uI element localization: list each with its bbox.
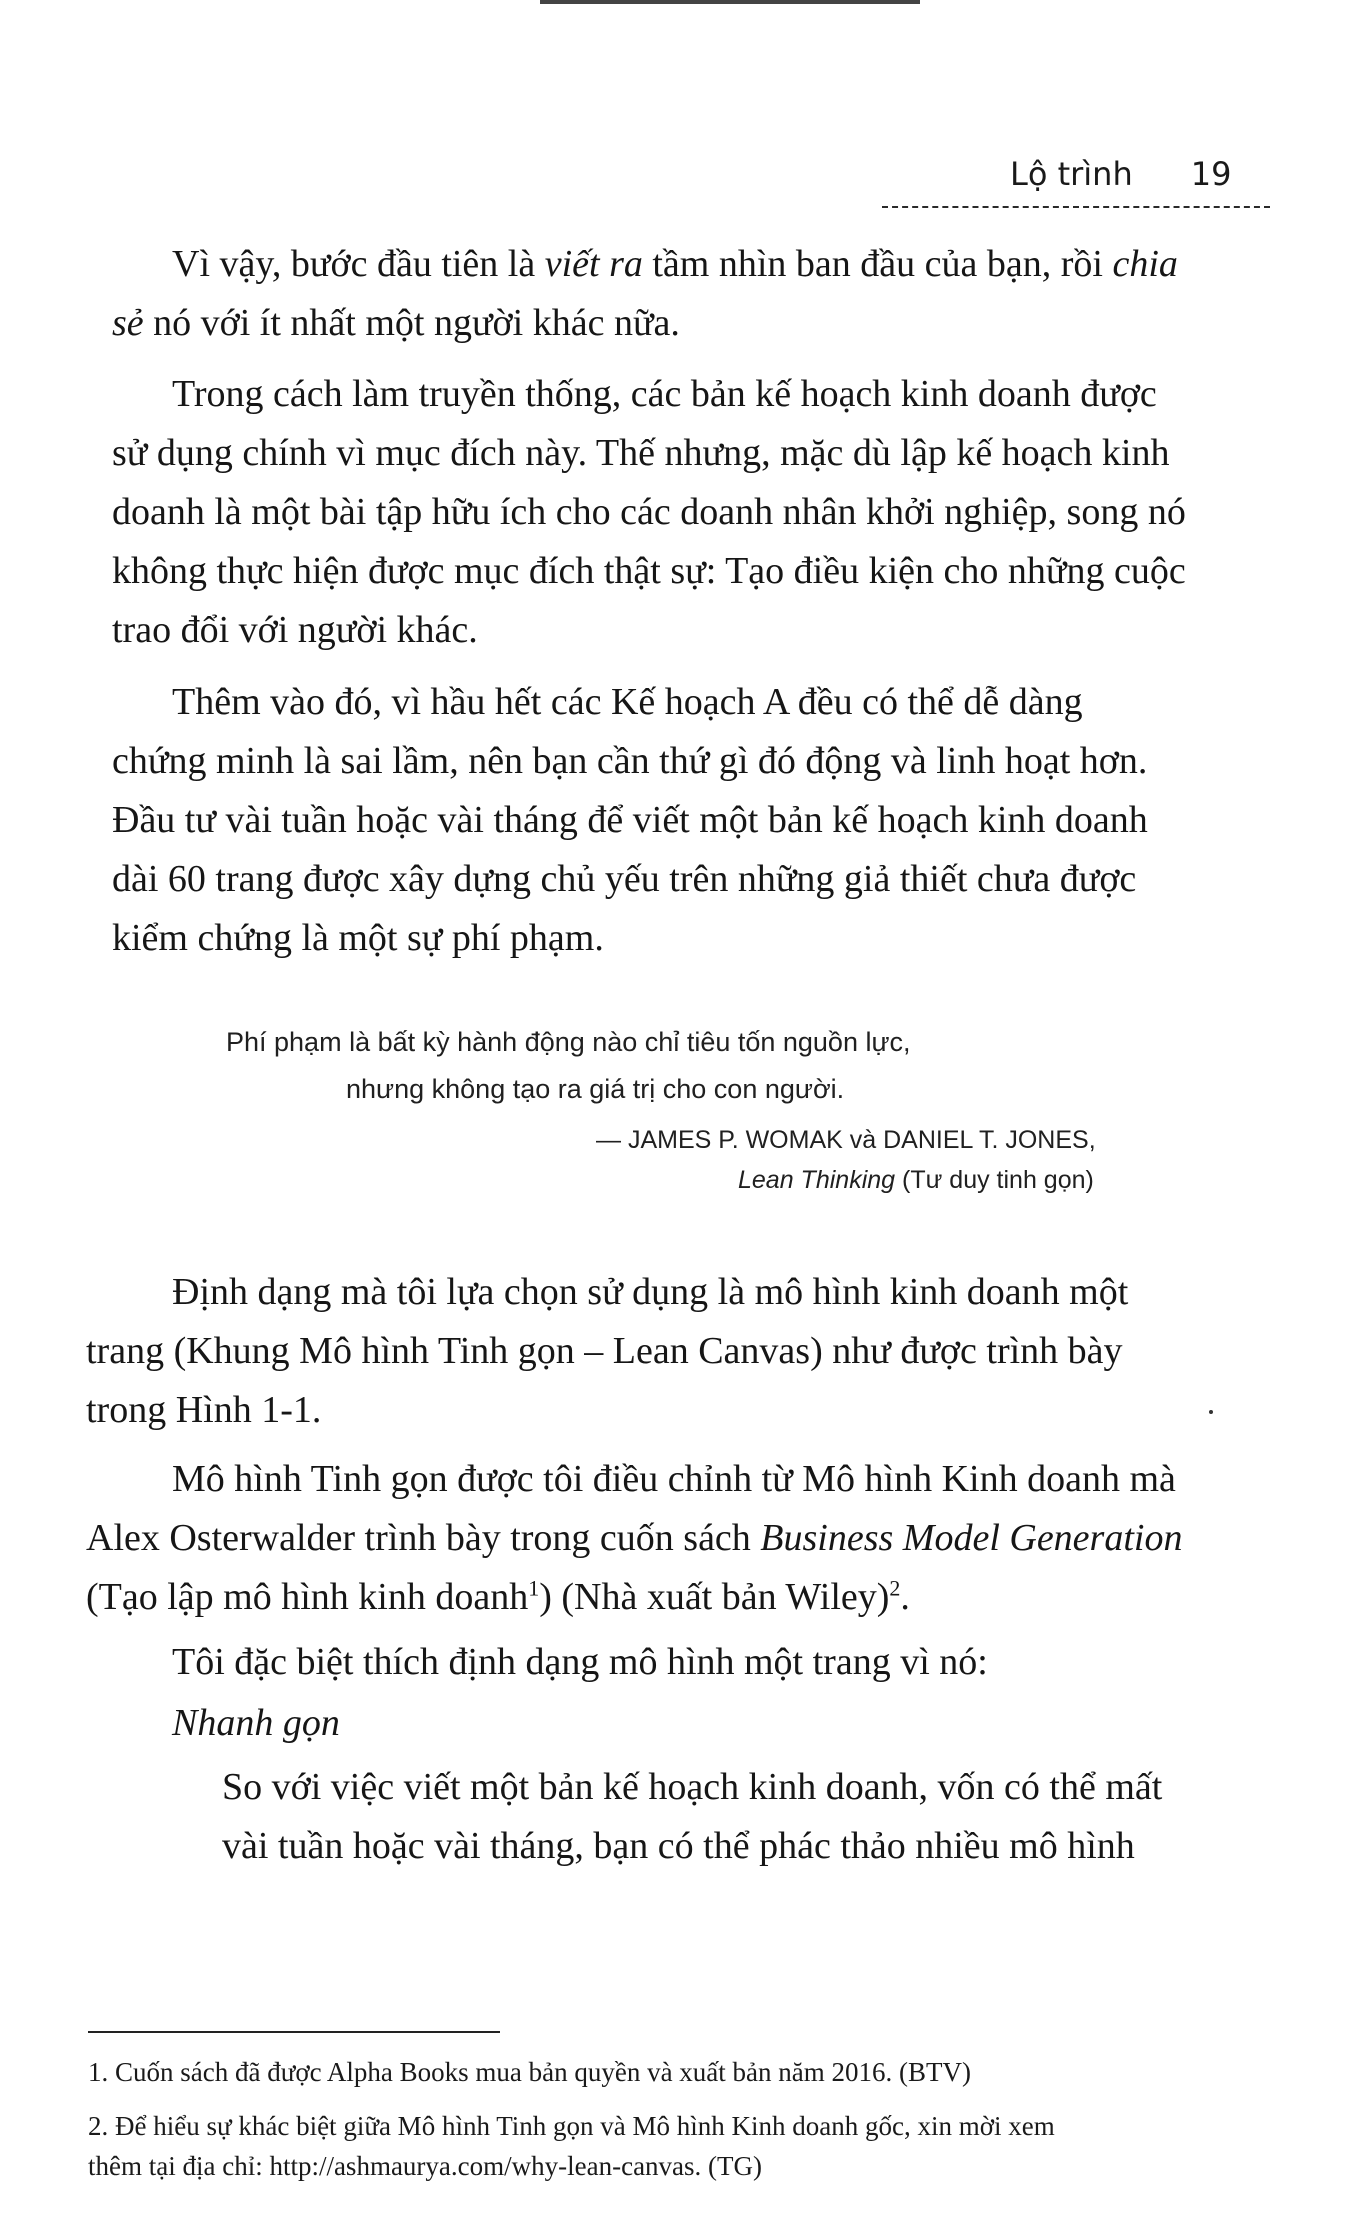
p1-emphasis-viet-ra: viết ra (544, 243, 643, 285)
quote-book-title: Lean Thinking (738, 1166, 896, 1194)
paragraph-3 (112, 673, 1212, 968)
p2-line: sử dụng chính vì mục đích này. Thế nhưng, mặc dù lập kế hoạch kinh (112, 432, 1170, 474)
p3-line: kiểm chứng là một sự phí phạm. (112, 917, 604, 959)
p1-text-b: tầm nhìn ban đầu của bạn, rồi (642, 243, 1113, 285)
p1-text-a: Vì vậy, bước đầu tiên là (172, 243, 545, 285)
running-header (1010, 155, 1231, 193)
p1-emphasis-chia: chia (1112, 243, 1178, 285)
p7-line: vài tuần hoặc vài tháng, bạn có thể phác thảo nhiều mô hình (222, 1825, 1135, 1867)
paragraph-2 (112, 365, 1212, 660)
p4-line: trong Hình 1-1. (86, 1389, 322, 1431)
footnote-ref-1[interactable]: 1 (528, 1575, 540, 1601)
subheading-text: Nhanh gọn (172, 1702, 340, 1744)
paragraph-4 (86, 1263, 1216, 1440)
page-number: 19 (1190, 155, 1232, 193)
quote-book-translation: (Tư duy tinh gọn) (895, 1166, 1094, 1194)
quote-source (738, 1158, 1094, 1202)
p5-line-3 (86, 1568, 1216, 1627)
footnote-2-continued: thêm tại địa chỉ: http://ashmaurya.com/why-lean-canvas. (TG) (88, 2151, 763, 2181)
p2-line: không thực hiện được mục đích thật sự: Tạo điều kiện cho những cuộc (112, 550, 1186, 592)
p1-text-c: nó với ít nhất một người khác nữa. (143, 302, 680, 344)
section-title: Lộ trình (1010, 155, 1133, 193)
p1-emphasis-se: sẻ (112, 302, 144, 344)
p2-line: doanh là một bài tập hữu ích cho các doanh nhân khởi nghiệp, song nó (112, 491, 1186, 533)
footnote-2: 2. Để hiểu sự khác biệt giữa Mô hình Tinh gọn và Mô hình Kinh doanh gốc, xin mời xem (88, 2111, 1055, 2141)
paragraph-7 (222, 1758, 1222, 1876)
footnote-ref-2[interactable]: 2 (889, 1575, 901, 1601)
p5-text-b: (Tạo lập mô hình kinh doanh (86, 1576, 529, 1618)
p5-book-title: Business Model Generation (760, 1517, 1183, 1559)
header-dashed-rule (882, 206, 1270, 208)
quote-attribution: — JAMES P. WOMAK và DANIEL T. JONES, (596, 1126, 1096, 1154)
p4-line: trang (Khung Mô hình Tinh gọn – Lean Canvas) như được trình bày (86, 1330, 1123, 1372)
footnote-1: 1. Cuốn sách đã được Alpha Books mua bản quyền và xuất bản năm 2016. (BTV) (88, 2057, 971, 2087)
stray-mark (1209, 1410, 1213, 1414)
subheading (172, 1694, 1208, 1753)
p2-line: Trong cách làm truyền thống, các bản kế hoạch kinh doanh được (172, 373, 1157, 415)
footnote-separator (88, 2031, 500, 2033)
top-edge-rule (540, 0, 920, 4)
p4-line: Định dạng mà tôi lựa chọn sử dụng là mô hình kinh doanh một (172, 1271, 1129, 1313)
paragraph-1 (112, 235, 1222, 353)
p3-line: chứng minh là sai lầm, nên bạn cần thứ gì đó động và linh hoạt hơn. (112, 740, 1148, 782)
quote-line-2: nhưng không tạo ra giá trị cho con người. (346, 1074, 845, 1104)
p5-text-c: ) (Nhà xuất bản Wiley) (539, 1576, 890, 1618)
p5-text-a: Alex Osterwalder trình bày trong cuốn sách (86, 1517, 761, 1559)
p3-line: dài 60 trang được xây dựng chủ yếu trên những giả thiết chưa được (112, 858, 1137, 900)
p3-line: Thêm vào đó, vì hầu hết các Kế hoạch A đều có thể dễ dàng (172, 681, 1083, 723)
p5-line-1: Mô hình Tinh gọn được tôi điều chỉnh từ Mô hình Kinh doanh mà (172, 1458, 1176, 1500)
quote-line-1: Phí phạm là bất kỳ hành động nào chỉ tiêu tốn nguồn lực, (226, 1027, 911, 1057)
p5-text-d: . (900, 1576, 910, 1618)
paragraph-6: Tôi đặc biệt thích định dạng mô hình một trang vì nó: (172, 1641, 988, 1683)
p7-line: So với việc viết một bản kế hoạch kinh doanh, vốn có thể mất (222, 1766, 1163, 1808)
paragraph-5 (86, 1450, 1216, 1627)
p5-line-2 (86, 1509, 1216, 1568)
p3-line: Đầu tư vài tuần hoặc vài tháng để viết một bản kế hoạch kinh doanh (112, 799, 1148, 841)
p2-line: trao đổi với người khác. (112, 609, 478, 651)
